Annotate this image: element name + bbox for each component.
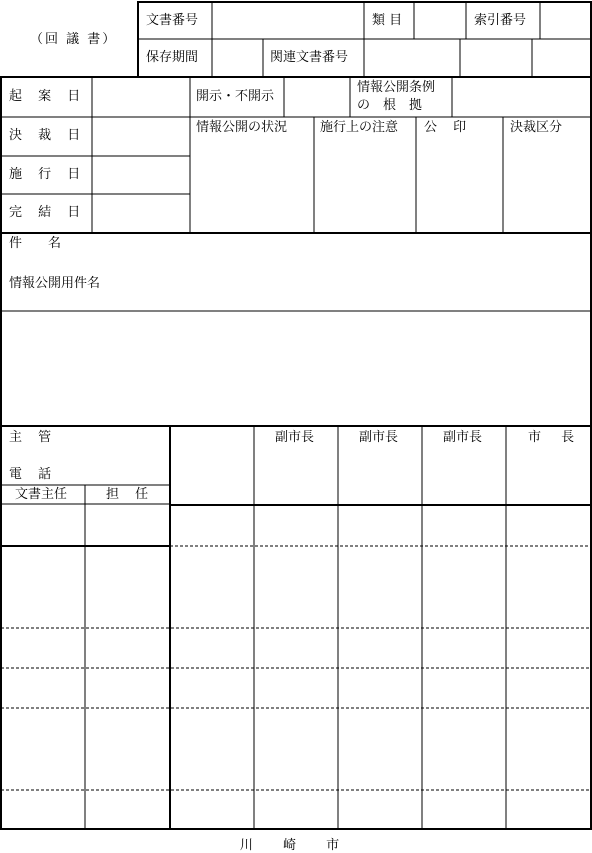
public-subject-label: 情報公開用件名 — [9, 276, 101, 291]
approver-blank-field[interactable] — [171, 427, 253, 504]
category-field[interactable] — [415, 3, 465, 38]
vice-mayor-1-label: 副市長 — [275, 430, 315, 445]
phone-label: 電 話 — [9, 467, 58, 482]
enforced-date-field[interactable] — [93, 157, 189, 193]
document-number-label: 文書番号 — [146, 13, 199, 28]
decision-category-label: 決裁区分 — [510, 120, 563, 135]
document-officer-label: 文書主任 — [15, 487, 68, 502]
subject-body-field[interactable] — [2, 312, 590, 425]
completed-date-label: 完 結 日 — [9, 205, 87, 220]
vice-mayor-2-label: 副市長 — [359, 430, 399, 445]
disclosure-status-label: 開示・不開示 — [196, 89, 275, 104]
ordinance-basis-label-line2: の 根 拠 — [357, 98, 423, 113]
enforced-date-label: 施 行 日 — [9, 167, 87, 182]
retention-period-label: 保存期間 — [146, 50, 199, 65]
index-number-field[interactable] — [541, 3, 590, 38]
disclosure-situation-label: 情報公開の状況 — [196, 120, 288, 135]
disclosure-situation-field[interactable] — [191, 138, 313, 232]
vice-mayor-3-seal-field[interactable] — [423, 448, 505, 504]
drafted-date-label: 起 案 日 — [9, 89, 87, 104]
department-label: 主 管 — [9, 430, 58, 445]
vice-mayor-3-label: 副市長 — [443, 430, 483, 445]
drafted-date-field[interactable] — [93, 78, 189, 116]
index-number-label: 索引番号 — [474, 13, 527, 28]
ordinance-basis-field[interactable] — [453, 78, 590, 116]
vice-mayor-1-seal-field[interactable] — [255, 448, 337, 504]
decided-date-field[interactable] — [93, 118, 189, 155]
decided-date-label: 決 裁 日 — [9, 128, 87, 143]
retention-period-field[interactable] — [213, 40, 262, 76]
disclosure-status-field[interactable] — [285, 78, 349, 116]
completed-date-field[interactable] — [93, 195, 189, 232]
official-seal-field[interactable] — [417, 138, 502, 232]
subject-label: 件 名 — [9, 236, 62, 251]
form-title: （回 議 書） — [30, 32, 118, 47]
enforcement-notes-label: 施行上の注意 — [320, 120, 399, 135]
person-in-charge-seal-field[interactable] — [86, 505, 169, 545]
mayor-label: 市 長 — [528, 430, 583, 445]
decision-category-field[interactable] — [504, 138, 590, 232]
document-officer-seal-field[interactable] — [2, 505, 84, 545]
enforcement-notes-field[interactable] — [315, 138, 415, 232]
official-seal-label: 公 印 — [424, 120, 473, 135]
vice-mayor-2-seal-field[interactable] — [339, 448, 421, 504]
category-label: 類 目 — [372, 13, 403, 28]
mayor-seal-field[interactable] — [507, 448, 590, 504]
related-document-number-label: 関連文書番号 — [270, 50, 349, 65]
city-footer: 川 崎 市 — [239, 838, 353, 853]
person-in-charge-label: 担 任 — [106, 487, 155, 502]
document-number-field[interactable] — [213, 3, 363, 38]
ordinance-basis-label-line1: 情報公開条例 — [357, 80, 436, 95]
related-document-number-field[interactable] — [365, 40, 459, 76]
